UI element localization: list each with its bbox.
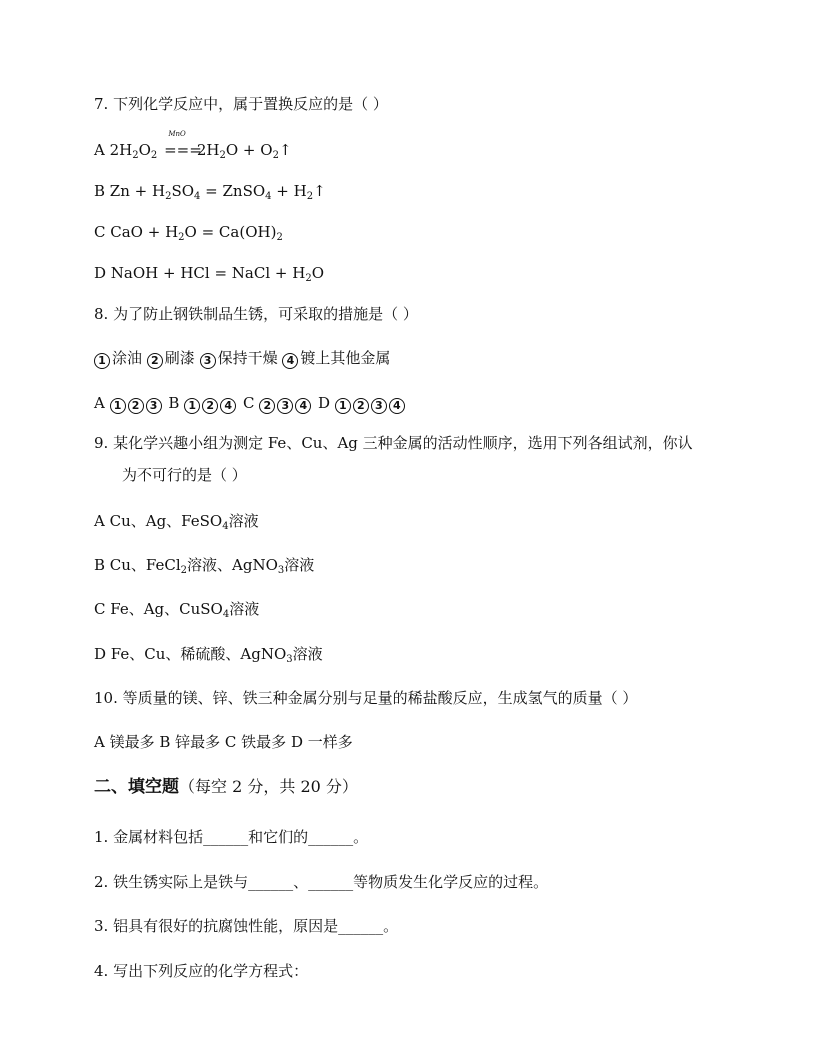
q9-option-b: B Cu、FeCl$_2$溶液、AgNO$_3$溶液 — [94, 556, 315, 576]
q7-option-b: B $Zn + H_2SO_4$ = ZnSO$_4$ + $H_2↑$ — [94, 182, 326, 202]
gas-arrow-icon: ↑ — [278, 141, 292, 159]
section-note: （每空 2 分，共 20 分） — [179, 777, 358, 796]
fill-question-3: 3. 铝具有很好的抗腐蚀性能，原因是______。 — [94, 917, 399, 935]
fill-question-4: 4. 写出下列反应的化学方程式： — [94, 962, 309, 980]
section-heading — [94, 776, 358, 798]
catalyst-equals-sign: MnO === — [164, 130, 202, 159]
q8-stem: 8. 为了防止钢铁制品生锈，可采取的措施是（ ） — [94, 305, 418, 323]
q9-option-c: C Fe、Ag、CuSO$_4$溶液 — [94, 600, 260, 620]
q9-option-d: D Fe、Cu、稀硫酸、AgNO$_3$溶液 — [94, 645, 323, 665]
q9-stem-line1: 9. 某化学兴趣小组为测定 Fe、Cu、Ag 三种金属的活动性顺序，选用下列各组试剂，你认 — [94, 434, 693, 452]
fill-question-1: 1. 金属材料包括______和它们的______。 — [94, 828, 369, 846]
q9-stem-line2: 为不可行的是（ ） — [122, 466, 247, 484]
q7-option-d: D NaOH + HCl = NaCl + $H_2O$ — [94, 264, 325, 284]
q10-options: A 镁最多 B 锌最多 C 铁最多 D 一样多 — [94, 733, 353, 751]
q7-option-a: A $2H_2O_2$ MnO === $2H_2O$ + $O_2↑$ — [94, 130, 292, 161]
q10-stem: 10. 等质量的镁、锌、铁三种金属分别与足量的稀盐酸反应，生成氢气的质量（ ） — [94, 689, 638, 707]
section-title: 二、填空题 — [94, 777, 179, 797]
q8-options: A 1 2 3 B 1 2 4 C 2 3 4 D 1 2 3 4 — [94, 392, 407, 414]
q9-option-a: A Cu、Ag、FeSO$_4$溶液 — [94, 512, 259, 532]
gas-arrow-icon: ↑ — [313, 182, 326, 200]
q7-option-c: C CaO + $H_2O = Ca(OH)_2$ — [94, 223, 283, 243]
q8-measures: 1 涂油 2 刷漆 3 保持干燥 4 镀上其他金属 — [94, 347, 390, 369]
q7-stem: 7. 下列化学反应中，属于置换反应的是（ ） — [94, 95, 388, 113]
fill-question-2: 2. 铁生锈实际上是铁与______、______等物质发生化学反应的过程。 — [94, 873, 549, 891]
